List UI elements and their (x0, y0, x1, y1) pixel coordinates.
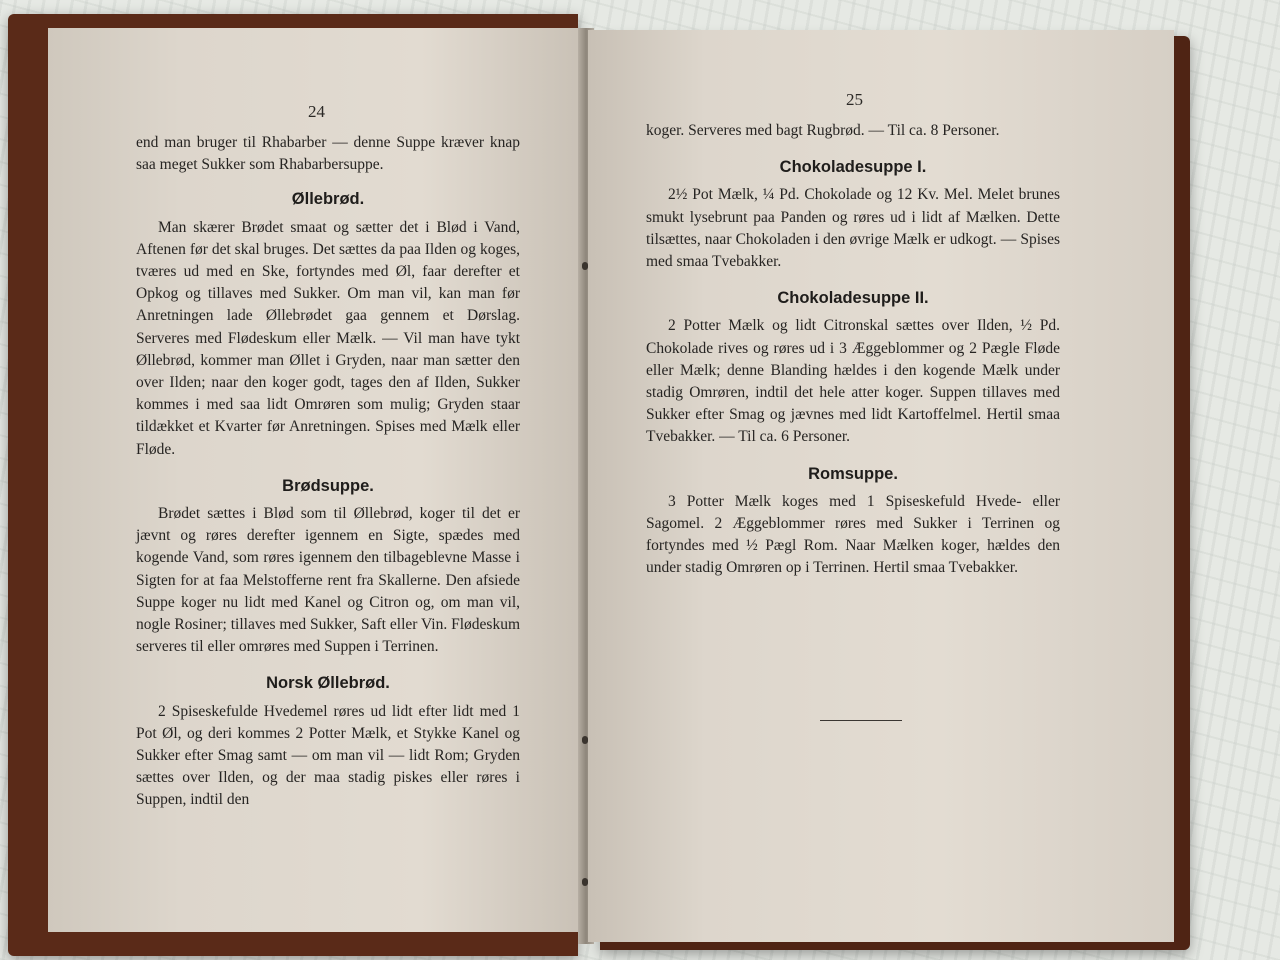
heading-brodsuppe: Brødsuppe. (282, 476, 374, 495)
left-page (48, 28, 582, 932)
left-page-text (136, 132, 520, 812)
heading-ollebrod: Øllebrød. (291, 190, 365, 209)
end-rule (820, 720, 902, 721)
body-romsuppe: 3 Potter Mælk koges med 1 Spiseskefuld Hvede- eller Sagomel. 2 Æggeblommer røres med Sukker i Terrinen og fortyndes med ½ Pægl Rom. Naar Mælken koger, hældes den under stadig Omrøren op i Terrinen. Hertil smaa Tvebakker. (646, 492, 1060, 577)
body-chokoladesuppe-1: 2½ Pot Mælk, ¼ Pd. Chokolade og 12 Kv. Mel. Melet brunes smukt lysebrunt paa Panden og røres ud i lidt af Mælken. Dette tilsættes, naar Chokoladen i den øvrige Mælk er udkogt. — Spises med smaa Tvebakker. (646, 186, 1060, 271)
heading-chokoladesuppe-2: Chokoladesuppe II. (777, 289, 929, 308)
body-ollebrod: Man skærer Brødet smaat og sætter det i Blød i Vand, Aftenen før det skal bruges. Det sættes da paa Ilden og koges, tværes ud med en Ske, fortyndes med Øl, faar derefter et Opkog og tillaves med Sukker. Om man vil, kan man før Anretningen lade Øllebrødet gaa gennem et Dørslag. Serveres med Flødeskum eller Mælk. — Vil man have tykt Øllebrød, kommer man Øllet i Gryden, naar man sætter den over Ilden; naar den koger godt, tages den af Ilden, Sukker kommes i med saa lidt Omrøren som mulig; Gryden staar tildækket et Kvarter før Anretningen. Spises med Mælk eller Fløde. (136, 218, 520, 458)
page-number-left: 24 (308, 102, 325, 121)
heading-romsuppe: Romsuppe. (808, 464, 898, 483)
right-page-text (646, 120, 1060, 580)
page-number-right: 25 (846, 90, 863, 109)
heading-chokoladesuppe-1: Chokoladesuppe I. (779, 158, 927, 177)
body-brodsuppe: Brødet sættes i Blød som til Øllebrød, koger til det er jævnt og røres derefter igennem en Sigte, spædes med kogende Vand, som røres igennem den tilbageblevne Masse i Sigten for at faa Melstofferne rent fra Skallerne. Den afsiede Suppe koger nu lidt med Kanel og Citron og, om man vil, nogle Rosiner; tillaves med Sukker, Saft eller Vin. Flødeskum serveres til eller omrøres med Suppen i Terrinen. (136, 505, 520, 656)
body-chokoladesuppe-2: 2 Potter Mælk og lidt Citronskal sættes over Ilden, ½ Pd. Chokolade rives og røres ud i 3 Æggeblommer og 2 Pægle Fløde eller Mælk; denne Blanding hældes i den kogende Mælk under stadig Omrøren, indtil det hele atter koger. Suppen tillaves med Sukker efter Smag og jævnes med lidt Kartoffelmel. Hertil smaa Tvebakker. — Til ca. 6 Personer. (646, 317, 1060, 446)
body-norsk-ollebrod: 2 Spiseskefulde Hvedemel røres ud lidt efter lidt med 1 Pot Øl, og deri kommes 2 Potter Mælk, et Stykke Kanel og Sukker efter Smag samt — om man vil — lidt Rom; Gryden sættes over Ilden, og der maa stadig piskes eller røres i Suppen, indtil den (136, 702, 520, 809)
heading-norsk-ollebrod: Norsk Øllebrød. (266, 674, 390, 693)
left-intro: end man bruger til Rhabarber — denne Suppe kræver knap saa meget Sukker som Rhabarbersuppe. (136, 134, 520, 174)
right-intro: koger. Serveres med bagt Rugbrød. — Til ca. 8 Personer. (646, 122, 1000, 139)
right-page (588, 30, 1174, 942)
